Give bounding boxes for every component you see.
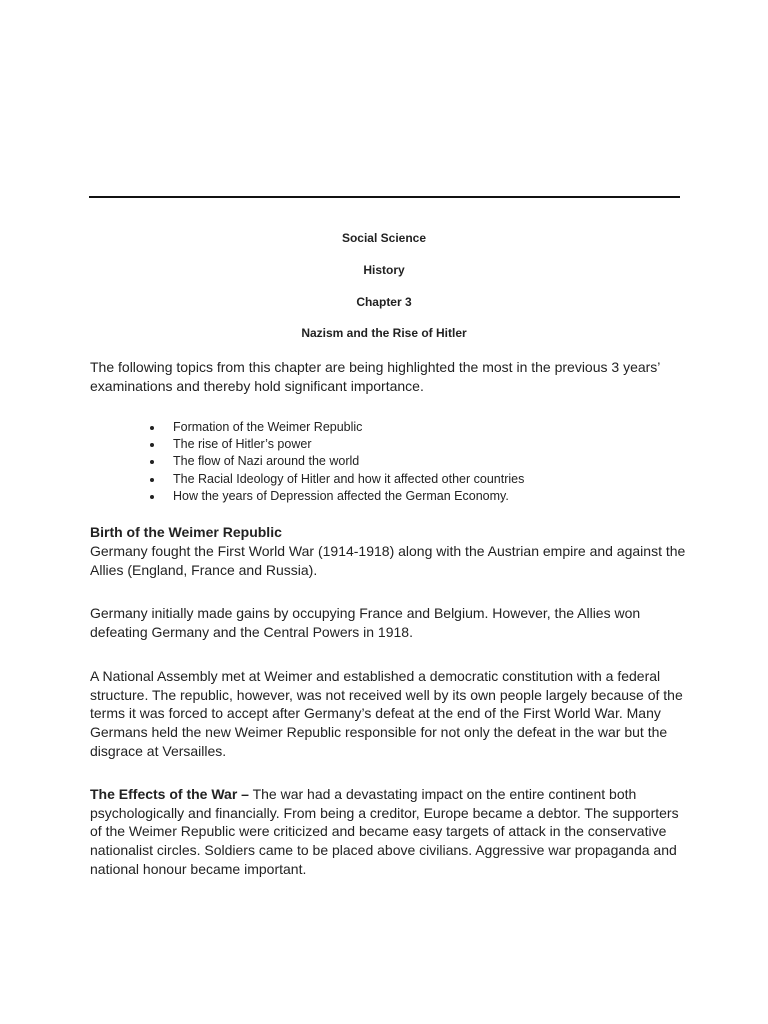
topic-text: How the years of Depression affected the German Economy. <box>173 488 509 503</box>
section-title-birth: Birth of the Weimer Republic <box>90 524 282 540</box>
birth-paragraph-1: Germany fought the First World War (1914-1918) along with the Austrian empire and against the Allies (England, France and Russia). <box>90 543 686 578</box>
topic-text: The flow of Nazi around the world <box>173 454 360 469</box>
topic-item <box>148 436 708 453</box>
intro-paragraph: The following topics from this chapter are being highlighted the most in the previous 3 years’ examinations and thereby hold significant importance. <box>90 359 660 394</box>
effects-text: The war had a devastating impact on the entire continent both psychologically and financially. From being a creditor, Europe became a debtor. The supporters of the Weimer Republic were criticized and became easy targets of attack in the conservative nationalist circles. Soldiers came to be placed above civilians. Aggressive war propaganda and national honour became important. <box>90 786 679 877</box>
topic-item <box>148 453 708 470</box>
topic-item <box>148 488 708 505</box>
bullet-icon <box>150 426 154 430</box>
bullet-icon <box>150 460 154 464</box>
topics-list <box>148 419 708 505</box>
birth-paragraph-3: A National Assembly met at Weimer and established a democratic constitution with a federal structure. The republic, however, was not received well by its own people largely because of the terms it was forced to accept after Germany’s defeat at the end of the First World War. Many Germans held the new Weimer Republic responsible for not only the defeat in the war but the disgrace at Versailles. <box>90 668 683 759</box>
topic-item <box>148 471 708 488</box>
bullet-icon <box>150 478 154 482</box>
chapter-title: Nazism and the Rise of Hitler <box>301 326 467 340</box>
header-divider <box>89 196 680 198</box>
bullet-icon <box>150 495 154 499</box>
effects-label: The Effects of the War – <box>90 786 249 802</box>
birth-paragraph-2: Germany initially made gains by occupying France and Belgium. However, the Allies won defeating Germany and the Central Powers in 1918. <box>90 605 641 640</box>
topic-item <box>148 419 708 436</box>
bullet-icon <box>150 443 154 447</box>
topic-text: The rise of Hitler’s power <box>173 437 312 452</box>
effects-paragraph <box>90 785 690 879</box>
topic-text: The Racial Ideology of Hitler and how it affected other countries <box>173 471 525 486</box>
chapter-heading: Chapter 3 <box>356 295 412 309</box>
subject-heading: Social Science <box>341 231 427 245</box>
topic-text: Formation of the Weimer Republic <box>173 420 363 434</box>
discipline-heading: History <box>363 263 405 277</box>
